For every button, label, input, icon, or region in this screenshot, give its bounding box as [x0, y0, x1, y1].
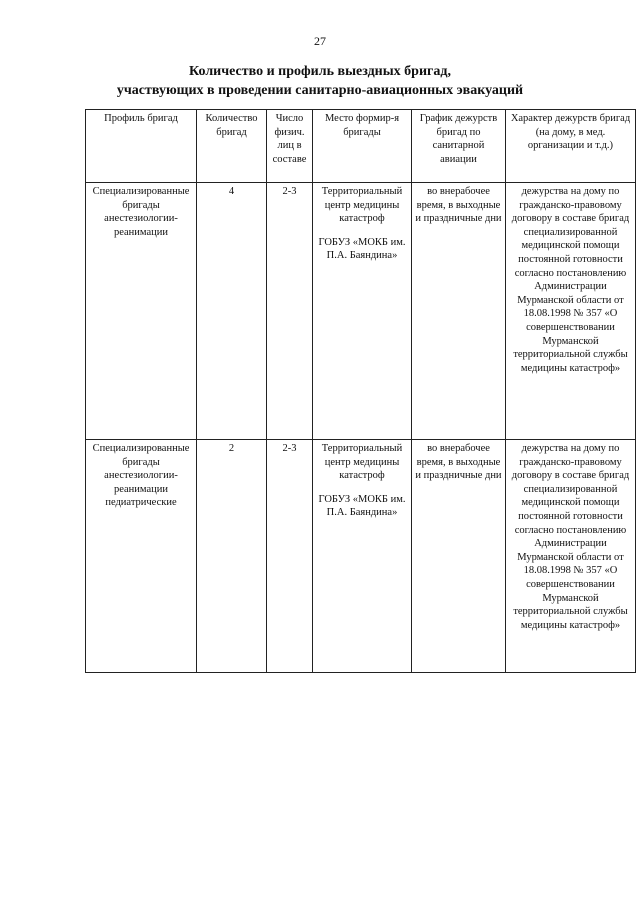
page-number: 27 — [314, 34, 326, 48]
place-center: Территориальный центр медицины катастроф — [321, 186, 403, 225]
table-row — [86, 440, 636, 673]
header-schedule: График дежурств бригад по санитарной авиации — [412, 110, 506, 183]
place-center: Территориальный центр медицины катастроф — [321, 443, 403, 482]
header-character: Характер дежурств бригад (на дому, в мед. организации и т.д.) — [506, 110, 636, 183]
place-hospital: ГОБУЗ «МОКБ им. П.А. Баяндина» — [318, 236, 406, 262]
header-profile: Профиль бригад — [86, 110, 197, 183]
cell-profile: Специализированные бригады анестезиологии-реанимации — [86, 183, 197, 440]
cell-schedule: во внерабочее время, в выходные и праздничные дни — [412, 183, 506, 440]
table-row — [86, 183, 636, 440]
cell-count: 4 — [197, 183, 267, 440]
cell-schedule: во внерабочее время, в выходные и праздничные дни — [412, 440, 506, 673]
place-hospital: ГОБУЗ «МОКБ им. П.А. Баяндина» — [318, 493, 406, 519]
cell-place — [313, 183, 412, 440]
cell-persons: 2-3 — [267, 183, 313, 440]
cell-persons: 2-3 — [267, 440, 313, 673]
header-place: Место формир-я бригады — [313, 110, 412, 183]
cell-count: 2 — [197, 440, 267, 673]
cell-character: дежурства на дому по гражданско-правовому договору в составе бригад специализированной медицинской помощи постоянной готовности согласно постановлению Администрации Мурманской области от 18.08.1998 № 357 «О совершенствовании Мурманской территориальной службы медицины катастроф» — [506, 183, 636, 440]
header-count: Количество бригад — [197, 110, 267, 183]
table-header-row — [86, 110, 636, 183]
header-persons: Число физич. лиц в составе — [267, 110, 313, 183]
cell-character: дежурства на дому по гражданско-правовому договору в составе бригад специализированной медицинской помощи постоянной готовности согласно постановлению Администрации Мурманской области от 18.08.1998 № 357 «О совершенствовании Мурманской территориальной службы медицины катастроф» — [506, 440, 636, 673]
title-line-1: Количество и профиль выездных бригад, — [189, 64, 451, 79]
cell-place — [313, 440, 412, 673]
document-title — [0, 62, 640, 100]
cell-profile: Специализированные бригады анестезиологии-реанимации педиатрические — [86, 440, 197, 673]
brigades-table — [85, 109, 636, 673]
title-line-2: участвующих в проведении санитарно-авиационных эвакуаций — [116, 83, 524, 98]
